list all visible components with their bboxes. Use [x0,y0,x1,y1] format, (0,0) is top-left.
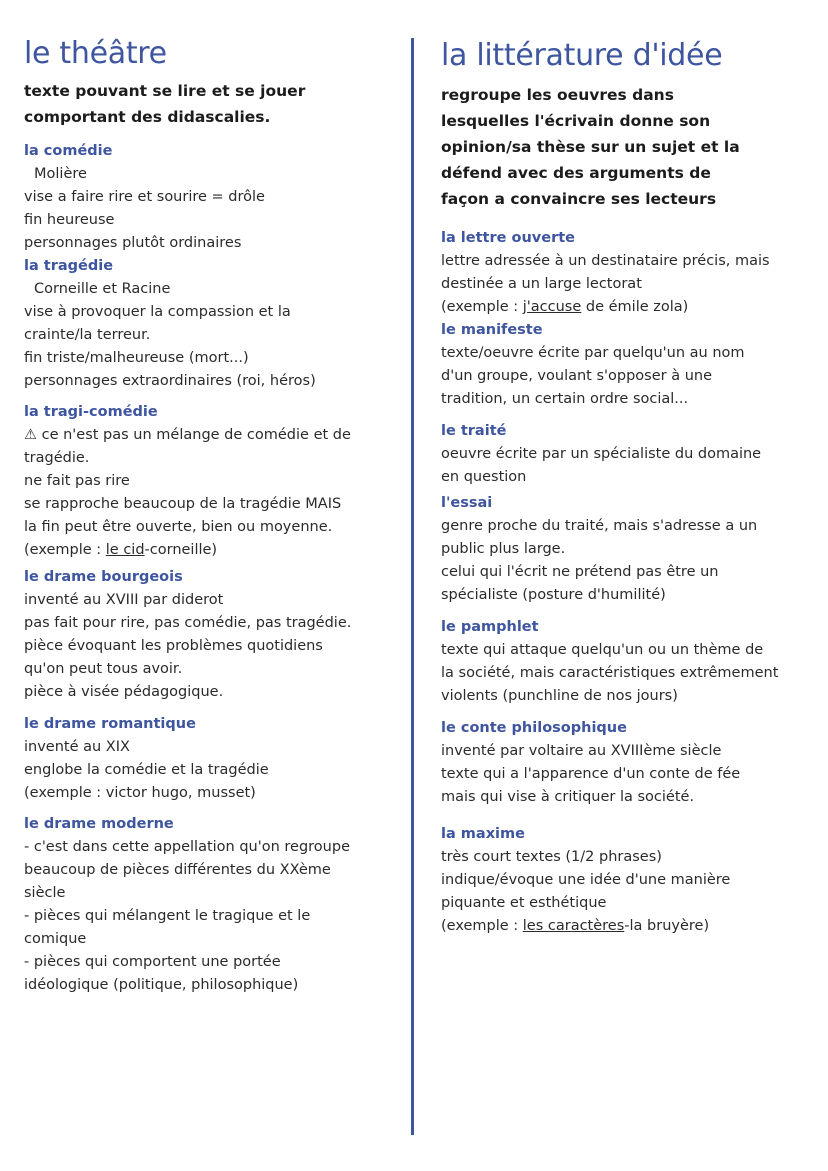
intro-line: lesquelles l'écrivain donne son [441,112,711,130]
intro-line: opinion/sa thèse sur un sujet et la [441,138,740,156]
intro-line: comportant des didascalies. [24,108,271,126]
section-line: siècle [24,885,66,901]
section-line [24,424,404,447]
column-divider [411,38,414,1135]
section-line: genre proche du traité, mais s'adresse a un [441,518,758,534]
section-lettre-ouverte [441,227,821,319]
section-line: personnages plutôt ordinaires [24,235,242,251]
section-essai [441,492,821,607]
section-line: public plus large. [441,541,566,557]
section-line: - c'est dans cette appellation qu'on regroupe [24,839,350,855]
example-line [441,915,821,938]
section-pamphlet [441,616,821,708]
section-line: crainte/la terreur. [24,327,151,343]
section-drame-moderne [24,813,404,997]
section-line: - pièces qui mélangent le tragique et le [24,908,311,924]
section-heading: le drame romantique [24,716,196,732]
section-line: piquante et esthétique [441,895,607,911]
section-heading: la comédie [24,143,113,159]
example-work: le cid [105,542,145,558]
section-drame-bourgeois [24,566,404,704]
example-line [24,539,404,562]
section-heading: la tragédie [24,258,114,274]
section-line: idéologique (politique, philosophique) [24,977,299,993]
section-line: la fin peut être ouverte, bien ou moyenne. [24,519,333,535]
section-line: destinée a un large lectorat [441,276,642,292]
section-heading: le manifeste [441,322,543,338]
example-prefix: (exemple : [441,299,523,315]
section-line: violents (punchline de nos jours) [441,688,678,704]
section-traite [441,420,821,489]
right-title: la littérature d'idée [441,38,723,73]
section-line: personnages extraordinaires (roi, héros) [24,373,316,389]
section-line: mais qui vise à critiquer la société. [441,789,695,805]
section-maxime [441,823,821,938]
section-line: beaucoup de pièces différentes du XXème [24,862,331,878]
section-line: qu'on peut tous avoir. [24,661,183,677]
section-heading: l'essai [441,495,493,511]
section-conte-philosophique [441,717,821,809]
section-line: texte/oeuvre écrite par quelqu'un au nom [441,345,745,361]
example-suffix: de émile zola) [581,299,689,315]
section-line: indique/évoque une idée d'une manière [441,872,731,888]
section-line: ne fait pas rire [24,473,130,489]
section-line: vise à provoquer la compassion et la [24,304,291,320]
section-line: se rapproche beaucoup de la tragédie MAIS [24,496,342,512]
intro-line: texte pouvant se lire et se jouer [24,82,306,100]
section-line: Corneille et Racine [34,281,171,297]
section-heading: le conte philosophique [441,720,627,736]
section-line: englobe la comédie et la tragédie [24,762,269,778]
section-comedie [24,140,404,255]
section-drame-romantique [24,713,404,805]
section-line: pas fait pour rire, pas comédie, pas tragédie. [24,615,352,631]
section-line: texte qui attaque quelqu'un ou un thème de [441,642,764,658]
section-line: d'un groupe, voulant s'opposer à une [441,368,713,384]
section-line: spécialiste (posture d'humilité) [441,587,666,603]
section-line: Molière [34,166,87,182]
example-prefix: (exemple : [24,542,106,558]
section-heading: la tragi-comédie [24,404,158,420]
section-line: tradition, un certain ordre social... [441,391,689,407]
warning-text: ce n'est pas un mélange de comédie et de [41,427,351,443]
section-line: celui qui l'écrit ne prétend pas être un [441,564,719,580]
section-line: pièce à visée pédagogique. [24,684,224,700]
section-tragi-comedie [24,401,404,562]
section-heading: la maxime [441,826,525,842]
intro-line: façon a convaincre ses lecteurs [441,190,717,208]
right-intro [441,82,811,212]
section-line: lettre adressée à un destinataire précis, mais [441,253,770,269]
example-suffix: -corneille) [144,542,218,558]
section-line: oeuvre écrite par un spécialiste du domaine [441,446,762,462]
section-heading: le drame moderne [24,816,174,832]
section-line: (exemple : victor hugo, musset) [24,785,256,801]
section-line: - pièces qui comportent une portée [24,954,281,970]
section-line: comique [24,931,87,947]
section-heading: le drame bourgeois [24,569,183,585]
section-line: fin triste/malheureuse (mort...) [24,350,249,366]
example-work: j'accuse [522,299,582,315]
section-line: texte qui a l'apparence d'un conte de fée [441,766,741,782]
section-line: vise a faire rire et sourire = drôle [24,189,265,205]
example-suffix: -la bruyère) [624,918,710,934]
example-work: les caractères [522,918,625,934]
section-line: inventé par voltaire au XVIIIème siècle [441,743,722,759]
section-line: fin heureuse [24,212,115,228]
example-line [441,296,821,319]
section-line: tragédie. [24,450,90,466]
section-manifeste [441,319,821,411]
left-title: le théâtre [24,36,167,71]
intro-line: défend avec des arguments de [441,164,711,182]
section-line: pièce évoquant les problèmes quotidiens [24,638,323,654]
section-heading: la lettre ouverte [441,230,575,246]
section-heading: le pamphlet [441,619,539,635]
example-prefix: (exemple : [441,918,523,934]
section-heading: le traité [441,423,507,439]
warning-icon: ⚠ [24,427,37,443]
section-line: inventé au XVIII par diderot [24,592,224,608]
section-tragedie [24,255,404,393]
section-line: inventé au XIX [24,739,130,755]
section-line: très court textes (1/2 phrases) [441,849,662,865]
intro-line: regroupe les oeuvres dans [441,86,674,104]
left-intro [24,78,394,130]
section-line: en question [441,469,527,485]
section-line: la société, mais caractéristiques extrêmement [441,665,779,681]
